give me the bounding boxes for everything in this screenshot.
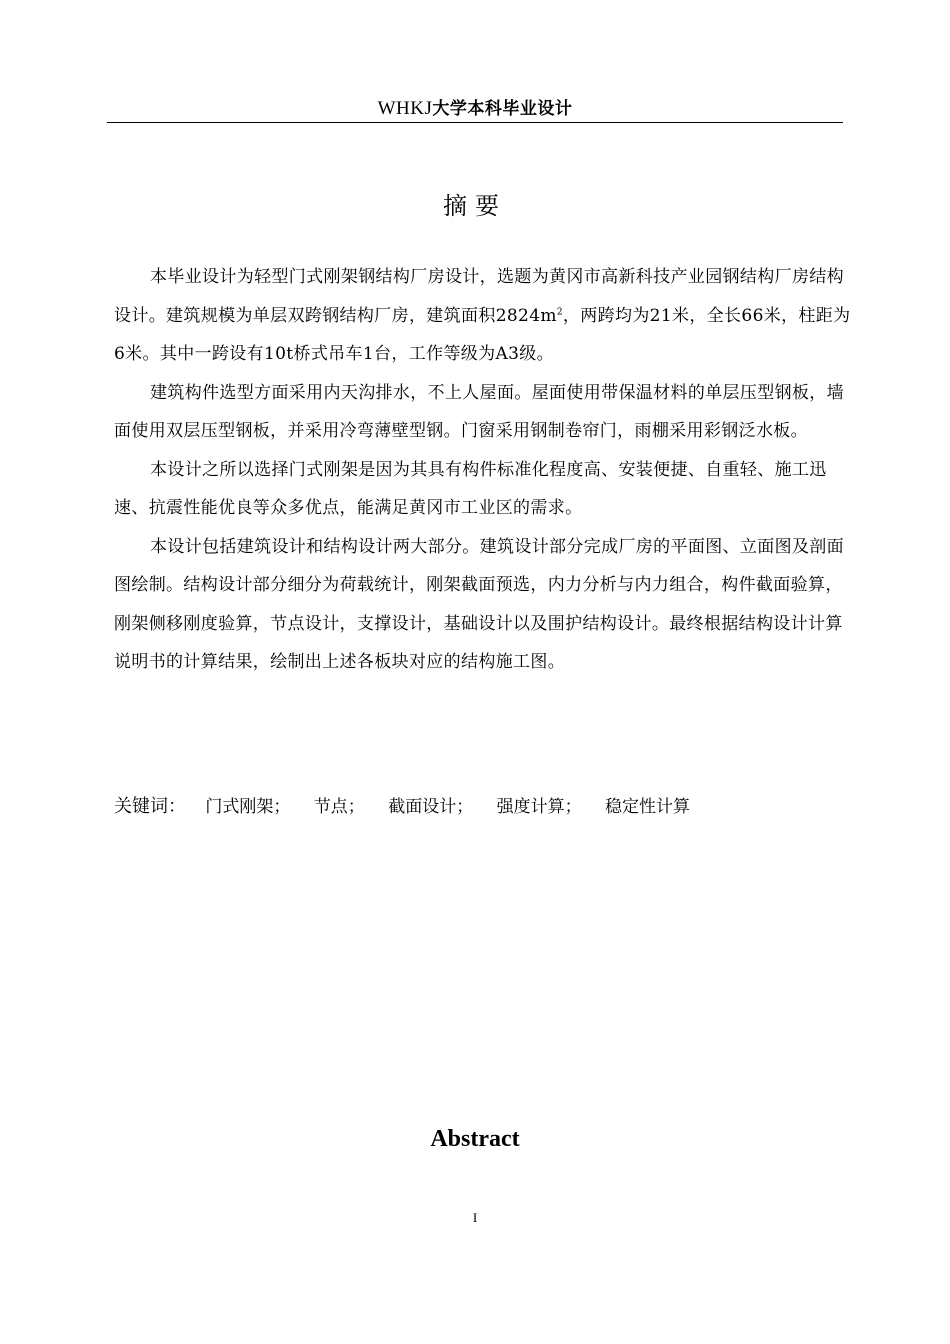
keyword-item: 门式刚架；: [205, 797, 291, 817]
keyword-item: 强度计算；: [496, 797, 582, 817]
header-prefix: WHKJ: [377, 98, 433, 119]
superscript-2: 2: [556, 306, 563, 317]
header-text: [378, 98, 573, 119]
page-number: I: [472, 1210, 478, 1225]
abstract-heading-en: Abstract: [430, 1126, 520, 1152]
keyword-item: 截面设计；: [388, 797, 474, 817]
paragraph-1-text-a: 本毕业设计为轻型门式刚架钢结构厂房设计，选题为黄冈市高新科技产业园钢结构厂房结构设计。建筑规模为单层双跨钢结构厂房，建筑面积2824m: [114, 267, 844, 326]
abstract-body: [114, 258, 852, 682]
paragraph-1: [114, 258, 852, 374]
page-header: [107, 96, 843, 123]
keywords-line: [114, 792, 708, 822]
keywords-label: 关键词：: [114, 796, 186, 817]
paragraph-1-text-b: ，两跨均为21米，全长66米，柱距为6米。其中一跨设有10t桥式吊车1台，工作等级为A3级。: [114, 305, 851, 364]
header-title: 大学本科毕业设计: [432, 99, 573, 119]
keyword-item: 节点；: [313, 797, 365, 817]
paragraph-2: 建筑构件选型方面采用内天沟排水，不上人屋面。屋面使用带保温材料的单层压型钢板，墙面使用双层压型钢板，并采用冷弯薄壁型钢。门窗采用钢制卷帘门，雨棚采用彩钢泛水板。: [114, 382, 844, 441]
keyword-item: 稳定性计算: [605, 797, 691, 817]
abstract-heading-cn: 摘要: [443, 192, 507, 220]
paragraph-3: 本设计之所以选择门式刚架是因为其具有构件标准化程度高、安装便捷、自重轻、施工迅速、抗震性能优良等众多优点，能满足黄冈市工业区的需求。: [114, 459, 827, 518]
paragraph-4: 本设计包括建筑设计和结构设计两大部分。建筑设计部分完成厂房的平面图、立面图及剖面图绘制。结构设计部分细分为荷载统计，刚架截面预选，内力分析与内力组合，构件截面验算，刚架侧移刚度验算，节点设计，支撑设计，基础设计以及围护结构设计。最终根据结构设计计算说明书的计算结果，绘制出上述各板块对应的结构施工图。: [114, 536, 844, 672]
